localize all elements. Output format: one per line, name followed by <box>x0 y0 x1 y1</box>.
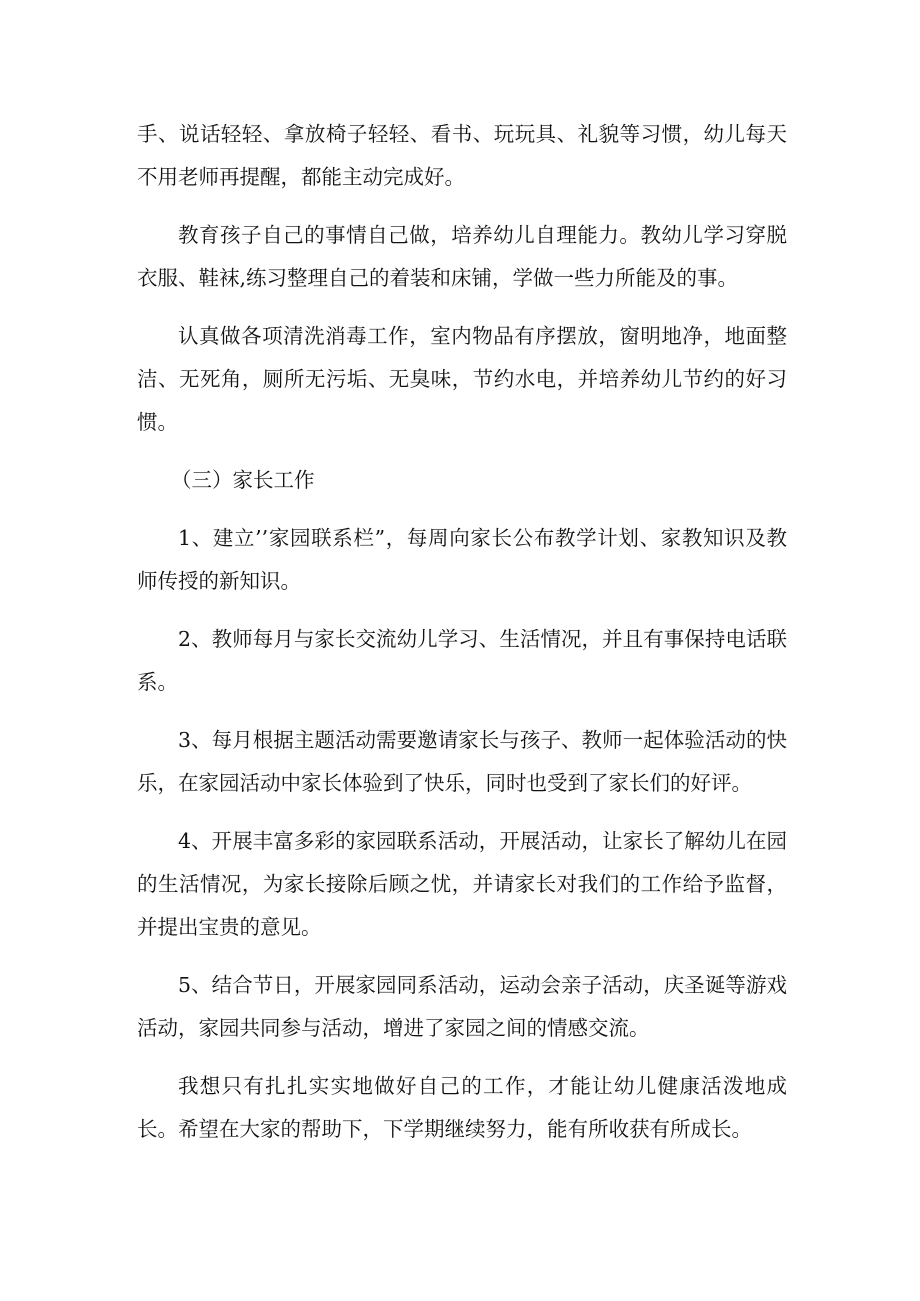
paragraph-continuation: 手、说话轻轻、拿放椅子轻轻、看书、玩玩具、礼貌等习惯，幼儿每天不用老师再提醒，都能主动完成好。 <box>137 122 787 189</box>
closing-paragraph: 我想只有扎扎实实地做好自己的工作，才能让幼儿健康活泼地成长。希望在大家的帮助下，下学期继续努力，能有所收获有所成长。 <box>137 1074 787 1141</box>
list-item-5: 5、结合节日，开展家园同系活动，运动会亲子活动，庆圣诞等游戏活动，家园共同参与活动，增进了家园之间的情感交流。 <box>137 973 787 1040</box>
list-item-2: 2、教师每月与家长交流幼儿学习、生活情况，并且有事保持电话联系。 <box>137 627 787 694</box>
document-body <box>137 113 787 1166</box>
section-heading-parent-work: （三）家长工作 <box>171 468 315 492</box>
paragraph-hygiene: 认真做各项清洗消毒工作，室内物品有序摆放，窗明地净，地面整洁、无死角，厕所无污垢、无臭味，节约水电，并培养幼儿节约的好习惯。 <box>137 324 787 434</box>
list-item-1: 1、建立’’家园联系栏”，每周向家长公布教学计划、家教知识及教师传授的新知识。 <box>137 526 787 593</box>
list-item-4: 4、开展丰富多彩的家园联系活动，开展活动，让家长了解幼儿在园的生活情况，为家长接除后顾之忧，并请家长对我们的工作给予监督，并提出宝贵的意见。 <box>137 829 787 939</box>
paragraph-self-care: 教育孩子自己的事情自己做，培养幼儿自理能力。教幼儿学习穿脱衣服、鞋袜,练习整理自己的着装和床铺，学做一些力所能及的事。 <box>137 223 787 290</box>
list-item-3: 3、每月根据主题活动需要邀请家长与孩子、教师一起体验活动的快乐，在家园活动中家长体验到了快乐，同时也受到了家长们的好评。 <box>137 728 787 795</box>
